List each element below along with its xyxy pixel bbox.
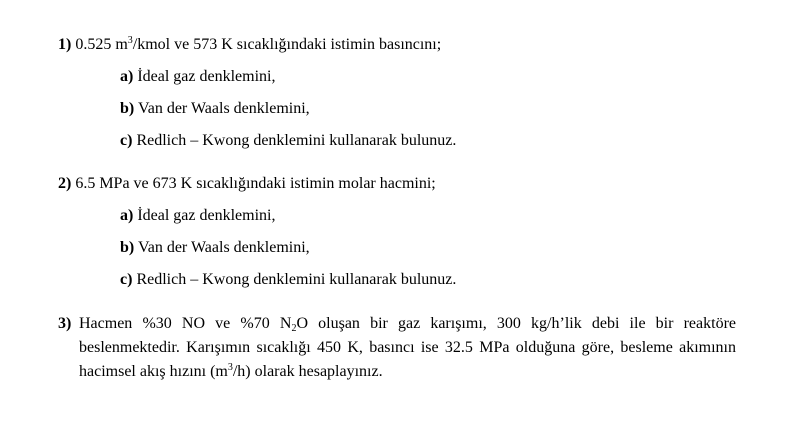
question-1-superscript: 3: [127, 35, 133, 46]
item-text: Redlich – Kwong denklemini kullanarak bulunuz.: [132, 132, 457, 149]
question-3-subscript: 2: [291, 323, 297, 334]
item-label: a): [120, 207, 134, 224]
question-1-item-c: [120, 131, 456, 151]
question-2-number: 2): [58, 175, 72, 192]
item-text: Redlich – Kwong denklemini kullanarak bulunuz.: [132, 271, 457, 288]
question-3: [58, 312, 736, 384]
question-1-prompt: [58, 35, 441, 55]
item-label: c): [120, 132, 133, 149]
question-2-prompt: [58, 174, 436, 194]
question-2-item-b: [120, 238, 310, 258]
item-label: a): [120, 68, 134, 85]
question-2-text: 6.5 MPa ve 673 K sıcaklığındaki istimin molar hacmini;: [71, 175, 436, 192]
question-2-item-c: [120, 270, 456, 290]
question-1-item-b: [120, 99, 310, 119]
question-3-superscript: 3: [227, 362, 233, 373]
item-text: İdeal gaz denklemini,: [133, 68, 276, 85]
item-text: Van der Waals denklemini,: [134, 100, 310, 117]
question-1-text-post: /kmol ve 573 K sıcaklığındaki istimin basıncını;: [132, 36, 442, 53]
question-1-item-a: [120, 67, 276, 87]
question-3-text: [58, 312, 736, 384]
item-label: c): [120, 271, 133, 288]
item-label: b): [120, 239, 135, 256]
question-3-part1: Hacmen %30 NO ve %70 N: [79, 315, 292, 332]
question-2-item-a: [120, 206, 276, 226]
question-1-text-pre: 0.525 m: [71, 36, 128, 53]
item-text: Van der Waals denklemini,: [134, 239, 310, 256]
question-3-part2: O oluşan bir gaz karışımı, 300 kg/h’lik debi ile bir reaktöre beslenmektedir. Karışımın sıcaklığı 450 K, basıncı ise 32.5 MPa olduğuna göre, besleme akımının hacimsel akış hızını (m: [79, 315, 737, 380]
question-3-part3: /h) olarak hesaplayınız.: [232, 363, 383, 380]
question-1-number: 1): [58, 36, 72, 53]
item-label: b): [120, 100, 135, 117]
item-text: İdeal gaz denklemini,: [133, 207, 276, 224]
question-3-number: 3): [58, 315, 72, 332]
